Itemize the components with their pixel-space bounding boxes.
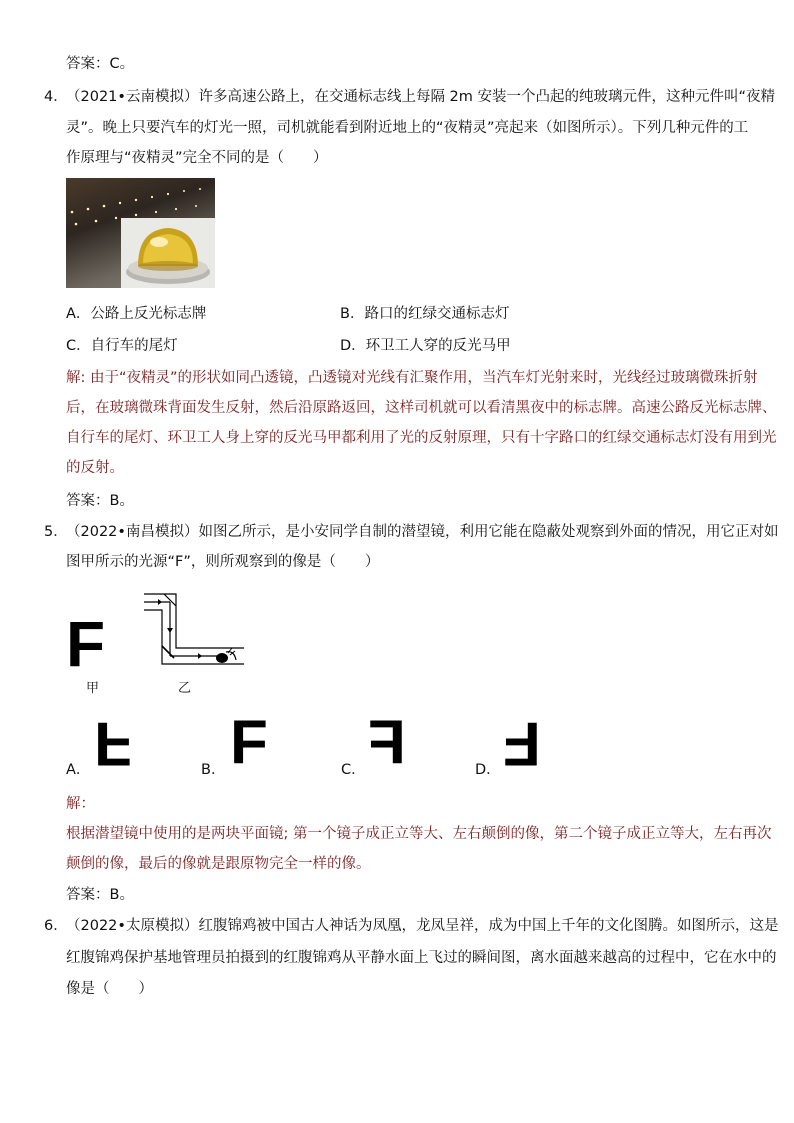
source-letter-f: F: [66, 608, 106, 680]
q5-option-c-label: C．: [341, 762, 366, 778]
q5-option-a-label: A．: [66, 762, 91, 778]
q6-stem-line3: 像是（ ）: [66, 981, 153, 997]
periscope-diagram: [140, 590, 250, 672]
previous-answer: 答案：C。: [66, 56, 135, 72]
q6-stem-line1: （2022•太原模拟）红腹锦鸡被中国古人神话为凤凰，龙凤呈祥，成为中国上千年的文化图腾。如图所示，这是: [66, 918, 779, 934]
q6-stem-line2: 红腹锦鸡保护基地管理员拍摄到的红腹锦鸡从平静水面上飞过的瞬间图，离水面越来越高的过程中，它在水中的: [66, 950, 777, 966]
q4-stem-line2: 灵”。晚上只要汽车的灯光一照，司机就能看到附近地上的“夜精灵”亮起来（如图所示）。下列几种元件的工: [66, 120, 749, 136]
eye-icon: [216, 648, 236, 663]
q5-option-b-image: F: [230, 708, 268, 777]
q4-solution-line1: 解: 由于“夜精灵”的形状如同凸透镜，凸透镜对光线有汇聚作用，当汽车灯光射来时，光线经过玻璃微珠折射: [66, 370, 758, 386]
q5-option-a-image: F: [94, 709, 132, 778]
q4-option-d: D．环卫工人穿的反光马甲: [340, 338, 511, 354]
caption-yi: 乙: [178, 681, 192, 696]
caption-jia: 甲: [86, 681, 100, 696]
q4-option-b: B．路口的红绿交通标志灯: [340, 306, 510, 322]
q5-stem-line2: 图甲所示的光源“F”，则所观察到的像是（ ）: [66, 554, 380, 570]
q4-stem-line3: 作原理与“夜精灵”完全不同的是（ ）: [66, 150, 328, 166]
q4-stem-line1: （2021•云南模拟）许多高速公路上，在交通标志线上每隔 2m 安装一个凸起的纯玻璃元件，这种元件叫“夜精: [66, 89, 776, 105]
q5-option-c-image: F: [368, 708, 406, 777]
q5-option-d-label: D．: [475, 762, 501, 778]
q5-option-b-label: B．: [201, 762, 226, 778]
q5-number: 5．: [44, 524, 68, 540]
glass-reflector-inset: [121, 218, 215, 288]
q4-number: 4．: [44, 89, 68, 105]
q4-answer: 答案：B。: [66, 493, 134, 509]
q6-number: 6．: [44, 918, 68, 934]
q4-option-a: A．公路上反光标志牌: [66, 306, 207, 322]
q5-option-d-image: F: [503, 709, 541, 778]
q4-solution-line3: 自行车的尾灯、环卫工人身上穿的反光马甲都利用了光的反射原理，只有十字路口的红绿交通标志灯没有用到光: [66, 430, 777, 446]
glass-dome-icon: [121, 218, 215, 288]
q4-solution-line4: 的反射。: [66, 460, 124, 476]
q5-answer: 答案：B。: [66, 887, 134, 903]
q5-stem-line1: （2022•南昌模拟）如图乙所示，是小安同学自制的潜望镜，利用它能在隐蔽处观察到外面的情况，用它正对如: [66, 524, 779, 540]
q4-solution-line2: 后，在玻璃微珠背面发生反射，然后沿原路返回，这样司机就可以看清黑夜中的标志牌。高速公路反光标志牌、: [66, 400, 777, 416]
q5-solution-line1: 根据潜望镜中使用的是两块平面镜; 第一个镜子成正立等大、左右颠倒的像，第二个镜子成正立等大，左右再次: [66, 826, 772, 842]
night-reflector-photo: [66, 178, 215, 288]
q5-solution-head: 解：: [66, 796, 95, 812]
q4-option-c: C．自行车的尾灯: [66, 338, 178, 354]
q5-solution-line2: 颠倒的像，最后的像就是跟原物完全一样的像。: [66, 856, 371, 872]
